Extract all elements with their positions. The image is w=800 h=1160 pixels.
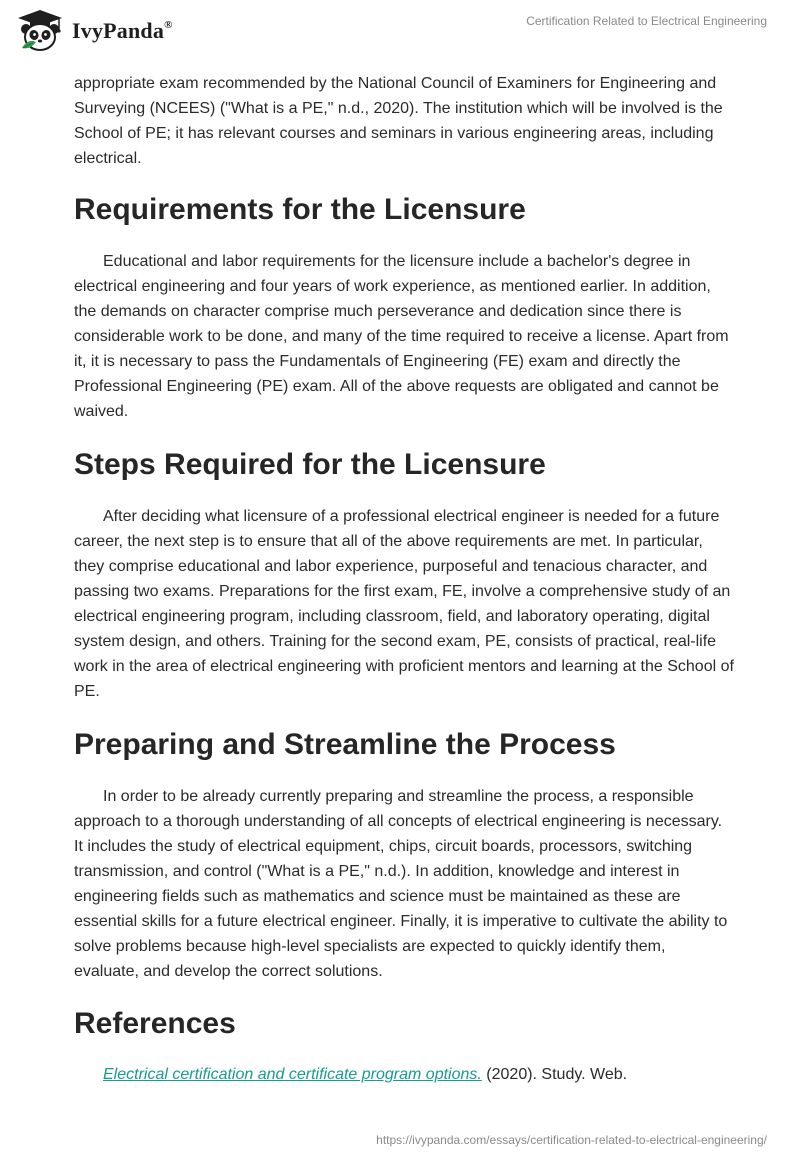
page-header <box>0 0 800 70</box>
section-heading-requirements: Requirements for the Licensure <box>74 193 526 226</box>
essay-content <box>74 70 734 1087</box>
reference-item <box>74 1062 734 1087</box>
logo-wordmark <box>72 18 173 44</box>
logo-name: IvyPanda <box>72 18 165 43</box>
reference-link[interactable]: Electrical certification and certificate program options. <box>103 1066 482 1083</box>
ivypanda-logo[interactable] <box>14 8 173 52</box>
section-paragraph-steps: After deciding what licensure of a professional electrical engineer is needed for a future career, the next step is to ensure that all of the above requirements are met. In particular, they comprise educational and labor experience, purposeful and tenacious character, and passing two exams. Preparations for the first exam, FE, involve a comprehensive study of an electrical engineering program, including classroom, field, and laboratory operating, digital system design, and others. Training for the second exam, PE, consists of practical, real-life work in the area of electrical engineering with proficient mentors and learning at the School of PE. <box>74 508 734 700</box>
registered-mark: ® <box>164 18 173 31</box>
document-title: Certification Related to Electrical Engineering <box>526 14 767 28</box>
section-heading-preparing: Preparing and Streamline the Process <box>74 728 616 761</box>
intro-paragraph: appropriate exam recommended by the National Council of Examiners for Engineering and Surveying (NCEES) ("What is a PE," n.d., 2020). The institution which will be involved is the School of PE; it has relevant courses and seminars in various engineering areas, including electrical. <box>74 75 723 167</box>
reference-details: (2020). Study. Web. <box>481 1066 628 1083</box>
section-paragraph-requirements: Educational and labor requirements for the licensure include a bachelor's degree in electrical engineering and four years of work experience, as mentioned earlier. In addition, the demands on character comprise much perseverance and dedication since there is considerable work to be done, and many of the time required to receive a license. Apart from it, it is necessary to pass the Fundamentals of Engineering (FE) exam and directly the Professional Engineering (PE) exam. All of the above requests are obligated and cannot be waived. <box>74 253 729 420</box>
footer-url: https://ivypanda.com/essays/certification-related-to-electrical-engineering/ <box>376 1133 767 1147</box>
section-heading-steps: Steps Required for the Licensure <box>74 448 546 481</box>
panda-mascot-icon <box>14 8 66 52</box>
section-paragraph-preparing: In order to be already currently preparing and streamline the process, a responsible approach to a thorough understanding of all concepts of electrical engineering is necessary. It includes the study of electrical equipment, chips, circuit boards, processors, switching transmission, and control ("What is a PE," n.d.). In addition, knowledge and interest in engineering fields such as mathematics and science must be maintained as these are essential skills for a future electrical engineer. Finally, it is imperative to cultivate the ability to solve problems because high-level specialists are expected to quickly identify them, evaluate, and develop the correct solutions. <box>74 788 728 980</box>
references-heading: References <box>74 1007 236 1040</box>
